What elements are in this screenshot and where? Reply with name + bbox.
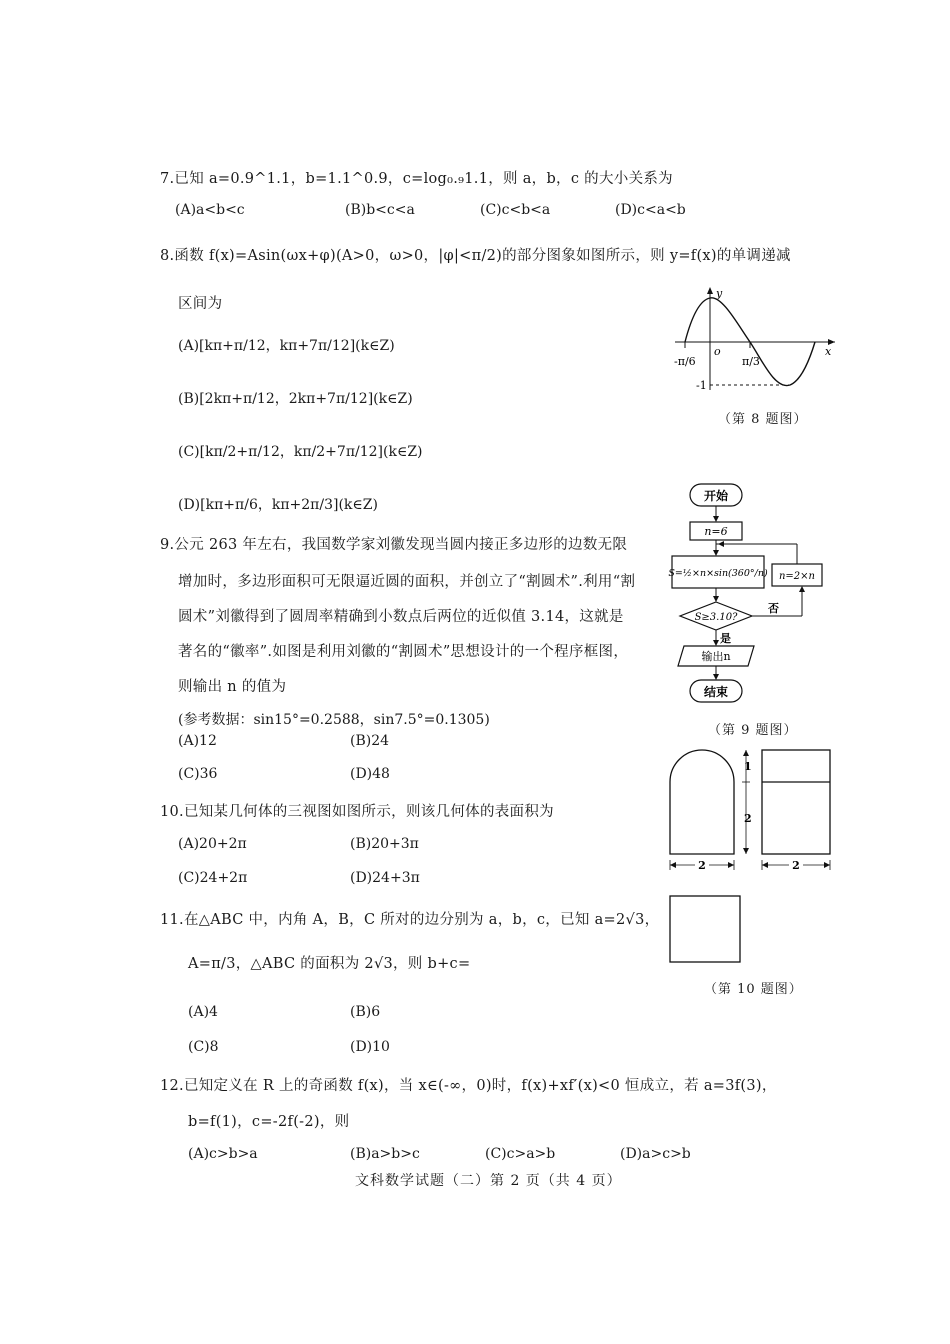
q8-option-c: (C)[kπ/2+π/12，kπ/2+7π/12](k∈Z) — [178, 444, 423, 460]
min-label: -1 — [696, 379, 707, 392]
top-view — [670, 896, 740, 962]
q9-reference: (参考数据：sin15°=0.2588，sin7.5°=0.1305) — [178, 712, 490, 728]
right-tick-label: π/3 — [742, 355, 760, 368]
page-footer: 文科数学试题（二）第 2 页（共 4 页） — [355, 1173, 622, 1189]
y-axis-arrow — [707, 287, 713, 294]
q9-flowchart — [668, 478, 828, 710]
q11-option-d: (D)10 — [350, 1039, 390, 1055]
output-label: 输出n — [701, 650, 731, 663]
q7-option-a: (A)a<b<c — [175, 202, 245, 218]
dim-side: 2 — [744, 812, 752, 825]
x-label: x — [825, 345, 832, 358]
q7-option-c: (C)c<b<a — [480, 202, 551, 218]
q10-option-d: (D)24+3π — [350, 870, 420, 886]
q7-stem: 7.已知 a=0.9^1.1，b=1.1^0.9，c=log₀.₉1.1，则 a，b，c 的大小关系为 — [160, 171, 673, 187]
q9-option-a: (A)12 — [178, 733, 217, 749]
compute-label: S=½×n×sin(360°/n) — [668, 568, 768, 579]
q10-option-a: (A)20+2π — [178, 836, 247, 852]
update-label: n=2×n — [778, 571, 816, 582]
q9-figure-caption: （第 9 题图） — [708, 723, 798, 738]
q9-line5: 则输出 n 的值为 — [178, 679, 287, 695]
q11-stem-line1: 11.在△ABC 中，内角 A，B，C 所对的边分别为 a，b，c，已知 a=2√3， — [160, 912, 660, 928]
q11-option-b: (B)6 — [350, 1004, 381, 1020]
q8-stem-line1: 8.函数 f(x)=Asin(ωx+φ)(A>0，ω>0，|φ|<π/2)的部分图象如图所示，则 y=f(x)的单调递减 — [160, 248, 791, 264]
q8-stem-line2: 区间为 — [178, 296, 223, 312]
dim-top: 1 — [744, 760, 752, 773]
yes-label: 是 — [720, 632, 731, 645]
side-view — [762, 750, 830, 854]
q9-line1: 9.公元 263 年左右，我国数学家刘徽发现当圆内接正多边形的边数无限 — [160, 537, 628, 553]
end-label: 结束 — [703, 685, 729, 699]
q12-option-b: (B)a>b>c — [350, 1146, 420, 1162]
init-label: n=6 — [704, 525, 728, 538]
q8-option-b: (B)[2kπ+π/12，2kπ+7π/12](k∈Z) — [178, 391, 413, 407]
q9-option-c: (C)36 — [178, 766, 218, 782]
q9-line4: 著名的“徽率”.如图是利用刘徽的“割圆术”思想设计的一个程序框图， — [178, 644, 629, 660]
q8-sine-graph — [670, 285, 840, 395]
y-label: y — [716, 287, 723, 300]
q12-stem-line2: b=f(1)，c=-2f(-2)，则 — [188, 1114, 350, 1130]
q11-option-a: (A)4 — [188, 1004, 218, 1020]
q10-option-b: (B)20+3π — [350, 836, 419, 852]
q9-option-d: (D)48 — [350, 766, 390, 782]
q10-option-c: (C)24+2π — [178, 870, 248, 886]
no-label: 否 — [768, 602, 779, 615]
q10-figure-caption: （第 10 题图） — [704, 982, 803, 997]
q9-line2: 增加时，多边形面积可无限逼近圆的面积，并创立了“割圆术”.利用“割 — [178, 574, 636, 590]
q7-option-d: (D)c<a<b — [615, 202, 686, 218]
condition-label: S≥3.10? — [694, 612, 738, 623]
left-tick-label: -π/6 — [674, 355, 696, 368]
front-view — [670, 750, 734, 854]
q8-option-a: (A)[kπ+π/12，kπ+7π/12](k∈Z) — [178, 338, 395, 354]
q11-stem-line2: A=π/3，△ABC 的面积为 2√3，则 b+c= — [188, 956, 471, 972]
origin-label: o — [714, 345, 721, 358]
q12-option-d: (D)a>c>b — [620, 1146, 691, 1162]
start-label: 开始 — [703, 489, 729, 503]
q12-option-a: (A)c>b>a — [188, 1146, 258, 1162]
q8-figure-caption: （第 8 题图） — [718, 412, 808, 427]
dim-width-right: 2 — [792, 859, 800, 872]
q10-stem: 10.已知某几何体的三视图如图所示，则该几何体的表面积为 — [160, 804, 554, 820]
q12-stem-line1: 12.已知定义在 R 上的奇函数 f(x)，当 x∈(-∞，0)时，f(x)+xf′(x)<0 恒成立，若 a=3f(3)， — [160, 1078, 777, 1094]
q7-option-b: (B)b<c<a — [345, 202, 415, 218]
q10-three-views — [664, 746, 844, 966]
q11-option-c: (C)8 — [188, 1039, 219, 1055]
q9-option-b: (B)24 — [350, 733, 390, 749]
q9-line3: 圆术”刘徽得到了圆周率精确到小数点后两位的近似值 3.14，这就是 — [178, 609, 624, 625]
q12-option-c: (C)c>a>b — [485, 1146, 556, 1162]
dim-width-left: 2 — [698, 859, 706, 872]
q8-option-d: (D)[kπ+π/6，kπ+2π/3](k∈Z) — [178, 497, 378, 513]
